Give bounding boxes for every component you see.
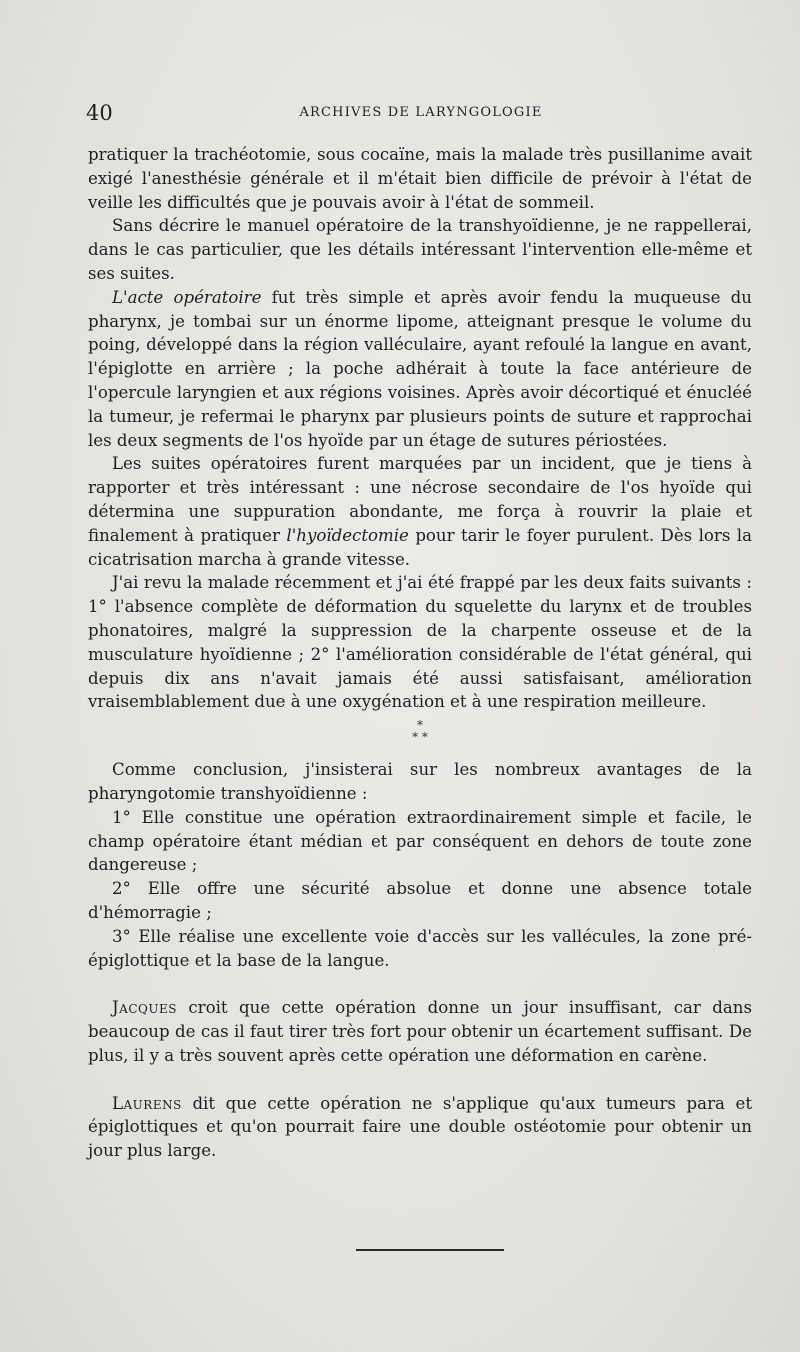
- paragraph-manuel-operatoire: Sans décrire le manuel opératoire de la transhyoïdienne, je ne rappellerai, dans le cas particulier, que les détails intéressant l'intervention elle-même et ses suites.: [88, 216, 752, 283]
- spacer: [88, 972, 752, 996]
- author-laurens: Laurens: [112, 1093, 182, 1113]
- acte-operatoire-italic: L'acte opératoire: [112, 287, 262, 307]
- page-number: 40: [86, 101, 113, 125]
- paragraph-laurens: [88, 1092, 752, 1163]
- suites-text-before: Les suites opératoires furent marquées par un incident, que je tiens à rapporter et très intéressant : une nécrose secondaire de l'os hyoïde qui détermina une suppuration abondante, me força à rouvrir la plaie et finalement à pratiquer: [88, 454, 752, 545]
- laurens-text: dit que cette opération ne s'applique qu'aux tumeurs para et épiglottiques et qu'on pourrait faire une double ostéotomie pour obtenir un jour plus large.: [88, 1093, 752, 1161]
- running-title: ARCHIVES DE LARYNGOLOGIE: [299, 105, 543, 120]
- paragraph-suites-operatoires: [88, 452, 752, 571]
- paragraph-conclusion: Comme conclusion, j'insisterai sur les nombreux avantages de la pharyngotomie transhyoïdienne :: [88, 760, 752, 803]
- suites-text-after: pour tarir le foyer purulent. Dès lors la cicatrisation marcha à grande vitesse.: [88, 525, 753, 569]
- end-rule: [356, 1249, 504, 1251]
- page-header: [86, 100, 756, 126]
- jacques-text: croit que cette opération donne un jour insuffisant, car dans beaucoup de cas il faut tirer très fort pour obtenir un écartement suffisant. De plus, il y a très souvent après cette opération une déformation en carène.: [88, 998, 752, 1065]
- author-jacques: Jacques: [112, 998, 177, 1018]
- acte-operatoire-text: fut très simple et après avoir fendu la muqueuse du pharynx, je tombai sur un énorme lipome, atteignant presque le volume du poing, développé dans la région valléculaire, ayant refoulé la langue en avant, l'épiglotte en arrière ; la poche adhérait à toute la face antérieure de l'opercule laryngien et aux régions voisines. Après avoir décortiqué et énucléé la tumeur, je refermai le pharynx par plusieurs points de suture et rapprochai les deux segments de l'os hyoïde par un étage de sutures périostées.: [88, 287, 752, 450]
- section-separator: [88, 720, 752, 744]
- separator-stars-bottom: * *: [412, 730, 428, 745]
- paragraph-avantage-1: 1° Elle constitue une opération extraordinairement simple et facile, le champ opératoire étant médian et par conséquent en dehors de toute zone dangereuse ;: [88, 807, 752, 875]
- paragraph-avantage-2: 2° Elle offre une sécurité absolue et donne une absence totale d'hémorragie ;: [88, 879, 752, 922]
- paragraph-revu-malade: J'ai revu la malade récemment et j'ai été frappé par les deux faits suivants : 1° l'absence complète de déformation du squelette du larynx et de troubles phonatoires, malgré la suppression de la charpente osseuse et de la musculature hyoïdienne ; 2° l'amélioration considérable de l'état général, qui depuis dix ans n'avait jamais été aussi satisfaisant, amélioration vraisemblablement due à une oxygénation et à une respiration meilleure.: [88, 573, 752, 712]
- body-text: [88, 143, 752, 1163]
- paragraph-jacques: [88, 996, 752, 1067]
- paragraph-tracheotomie: pratiquer la trachéotomie, sous cocaïne, mais la malade très pusillanime avait exigé l'anesthésie générale et il m'était bien difficile de prévoir à l'état de veille les difficultés que je pouvais avoir à l'état de sommeil.: [88, 145, 752, 212]
- paragraph-acte-operatoire: [88, 286, 752, 453]
- separator-star-top: *: [417, 718, 423, 733]
- paragraph-avantage-3: 3° Elle réalise une excellente voie d'accès sur les vallécules, la zone pré-épiglottique et la base de la langue.: [88, 926, 752, 970]
- hyoidectomie-italic: l'hyoïdectomie: [286, 525, 409, 545]
- spacer: [88, 1068, 752, 1092]
